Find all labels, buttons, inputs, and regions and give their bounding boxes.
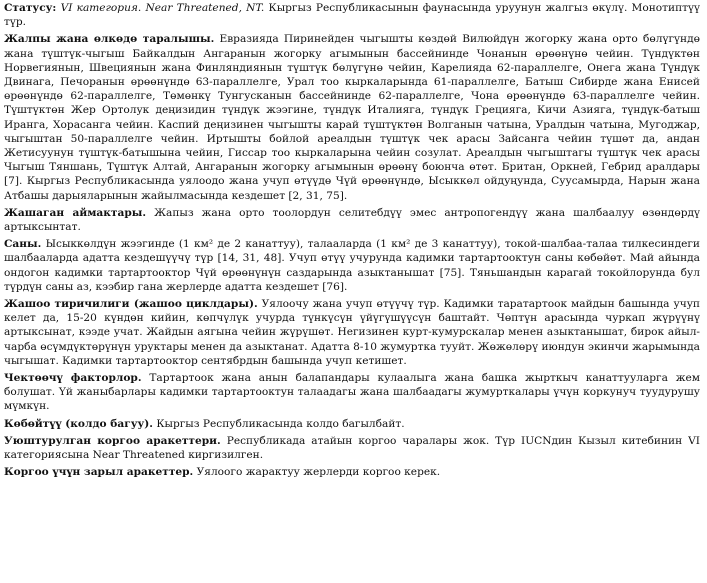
status-heading: Статусу: [4,2,57,14]
status-category: VI категория. Near Threatened, NT. [60,2,265,14]
breeding-body: Кыргыз Республикасында колдо багылбайт. [156,417,405,430]
limiting-factors-section [4,371,700,414]
needed-measures-section [4,465,700,479]
protection-measures-heading: Уюштурулган коргоо аракеттери. [4,434,221,447]
distribution-body: Евразияда Пиринейден чыгышты көздөй Вилюйдүн жогорку жана орто бөлүгүндө жана түштүк-чыгыш Байкалдын Ангаранын жогорку агымынын бассейнинде Чонанын өрөөнүнө чейин. Түндүктөн Норвегиянын, Швециянын жана Финляндиянын түштүк бөлүгүнө чейин, Карелияда 62-параллелге, Онега жана Түндүк Двинага, Печоранын өрөөнүндө 63-параллелге, Урал тоо кыркаларында 61-параллелге, Батыш Сибирде жана Енисей өрөөнүндө 62-параллелге, Төмөнкү Тунгусканын бассейнинде 62-параллелге, Чона өрөөнүндө 63-параллелге чейин. Түштүктөн Жер Ортолук деңизидин түндүк жээгине, түндүк Италияга, түндүк Грецияга, Кичи Азияга, түндүк-батыш Иранга, Хорасанга чейин. Каспий деңизинен чыгышты карай түштүктөн Волганын чатына, Уралдын чатына, Мугоджар, чыгыштан 50-параллелге чейин. Иртышты бойлой ареалдын түштүк чек арасы Зайсанга чейин түшөт да, андан Жетисуунун түштүк-батышына чейин, Гиссар тоо кыркаларына чейин созулат. Ареалдын чыгыштагы түштүк чек арасы Чыгыш Тяншань, Түштүк Алтай, Ангаранын жогорку агымынын өрөөнү боюнча өтөт. Британ, Оркней, Гебрид аралдары [7]. Кыргыз Республикасында уялоодо жана учуп өтүүдө Чүй өрөөнүндө, Ысыккөл ойдуңунда, Суусамырда, Нарын жана Атбашы дарыяларынын жайылмасында кездешет [2, 31, 75]. [4,33,700,202]
distribution-section [4,32,700,202]
numbers-heading: Саны. [4,238,42,251]
habitat-body: Жапыз жана орто тоолордун селитебдүү эмес антропогендүү жана шалбаалуу өзөндөрдү артыксынтат. [4,206,700,234]
needed-measures-heading: Коргоо үчүн зарыл аракеттер. [4,466,194,479]
distribution-heading: Жалпы жана өлкөдө таралышы. [4,33,215,46]
breeding-section [4,417,700,431]
needed-measures-body: Уялоого жарактуу жерлерди коргоо керек. [196,466,441,479]
habitat-section [4,206,700,234]
document-page [4,0,700,483]
habitat-heading: Жашаган аймактары. [4,206,147,219]
breeding-heading: Көбөйтүү (колдо багуу). [4,417,153,430]
protection-measures-body: Республикада атайын коргоо чаралары жок. Түр IUCNдин Кызыл китебинин VI категориясына Near Threatened киргизилген. [4,434,700,462]
life-cycle-section [4,297,700,368]
status-body: Кыргыз Республикасынын фаунасында уруунун жалгыз өкүлү. Монотиптүү түр. [4,2,700,29]
life-cycle-body: Уялоочу жана учуп өтүүчү түр. Кадимки таратартоок майдын башында учуп келет да, 15-20 күндөн кийин, көпчүлүк учурда түнкүсүн үйүгүшүүсүн баштайт. Чөптүн арасында чуркап жүрүүнү артыксынат, кээде учат. Жайдын аягына чейин жүрүшөт. Негизинен курт-кумурскалар менен азыктанышат, бирок айыл-чарба өсүмдүктөрүнүн уруктары менен да азыктанат. Адатта 8-10 жумуртка тууйт. Жөжөлөрү июндун экинчи жарымында чыгышат. Кадимки тартартооктор сентябрдын башында учуп кетишет. [4,298,700,367]
limiting-factors-heading: Чектөөчү факторлор. [4,372,142,385]
status-section [4,0,700,29]
numbers-section [4,237,700,294]
limiting-factors-body: Тартартоок жана анын балапандары кулаалыга жана башка жырткыч канаттууларга жем болушат. Үй жаныбарлары кадимки тартартооктун талаадагы жана шалбаадагы жумурткалары үчүн коркунуч туудурушу мүмкүн. [4,372,700,413]
numbers-body: Ысыккөлдүн жээгинде (1 км² де 2 канаттуу), талааларда (1 км² де 3 канаттуу), токой-шалбаа-талаа тилкесиндеги шалбааларда адатта кездешүүчү түр [14, 31, 48]. Учуп өтүү учурунда кадимки тартартооктун саны көбөйөт. Май айында ондогон кадимки тартартооктор Чүй өрөөнүнүн саздарында азыктанышат [75]. Тяньшандын карагай токойлорунда бул түрдүн саны аз, кээбир гана жерлерде адатта кездешет [76]. [4,238,700,293]
life-cycle-heading: Жашоо тиричилиги (жашоо циклдары). [4,298,258,311]
protection-measures-section [4,434,700,462]
